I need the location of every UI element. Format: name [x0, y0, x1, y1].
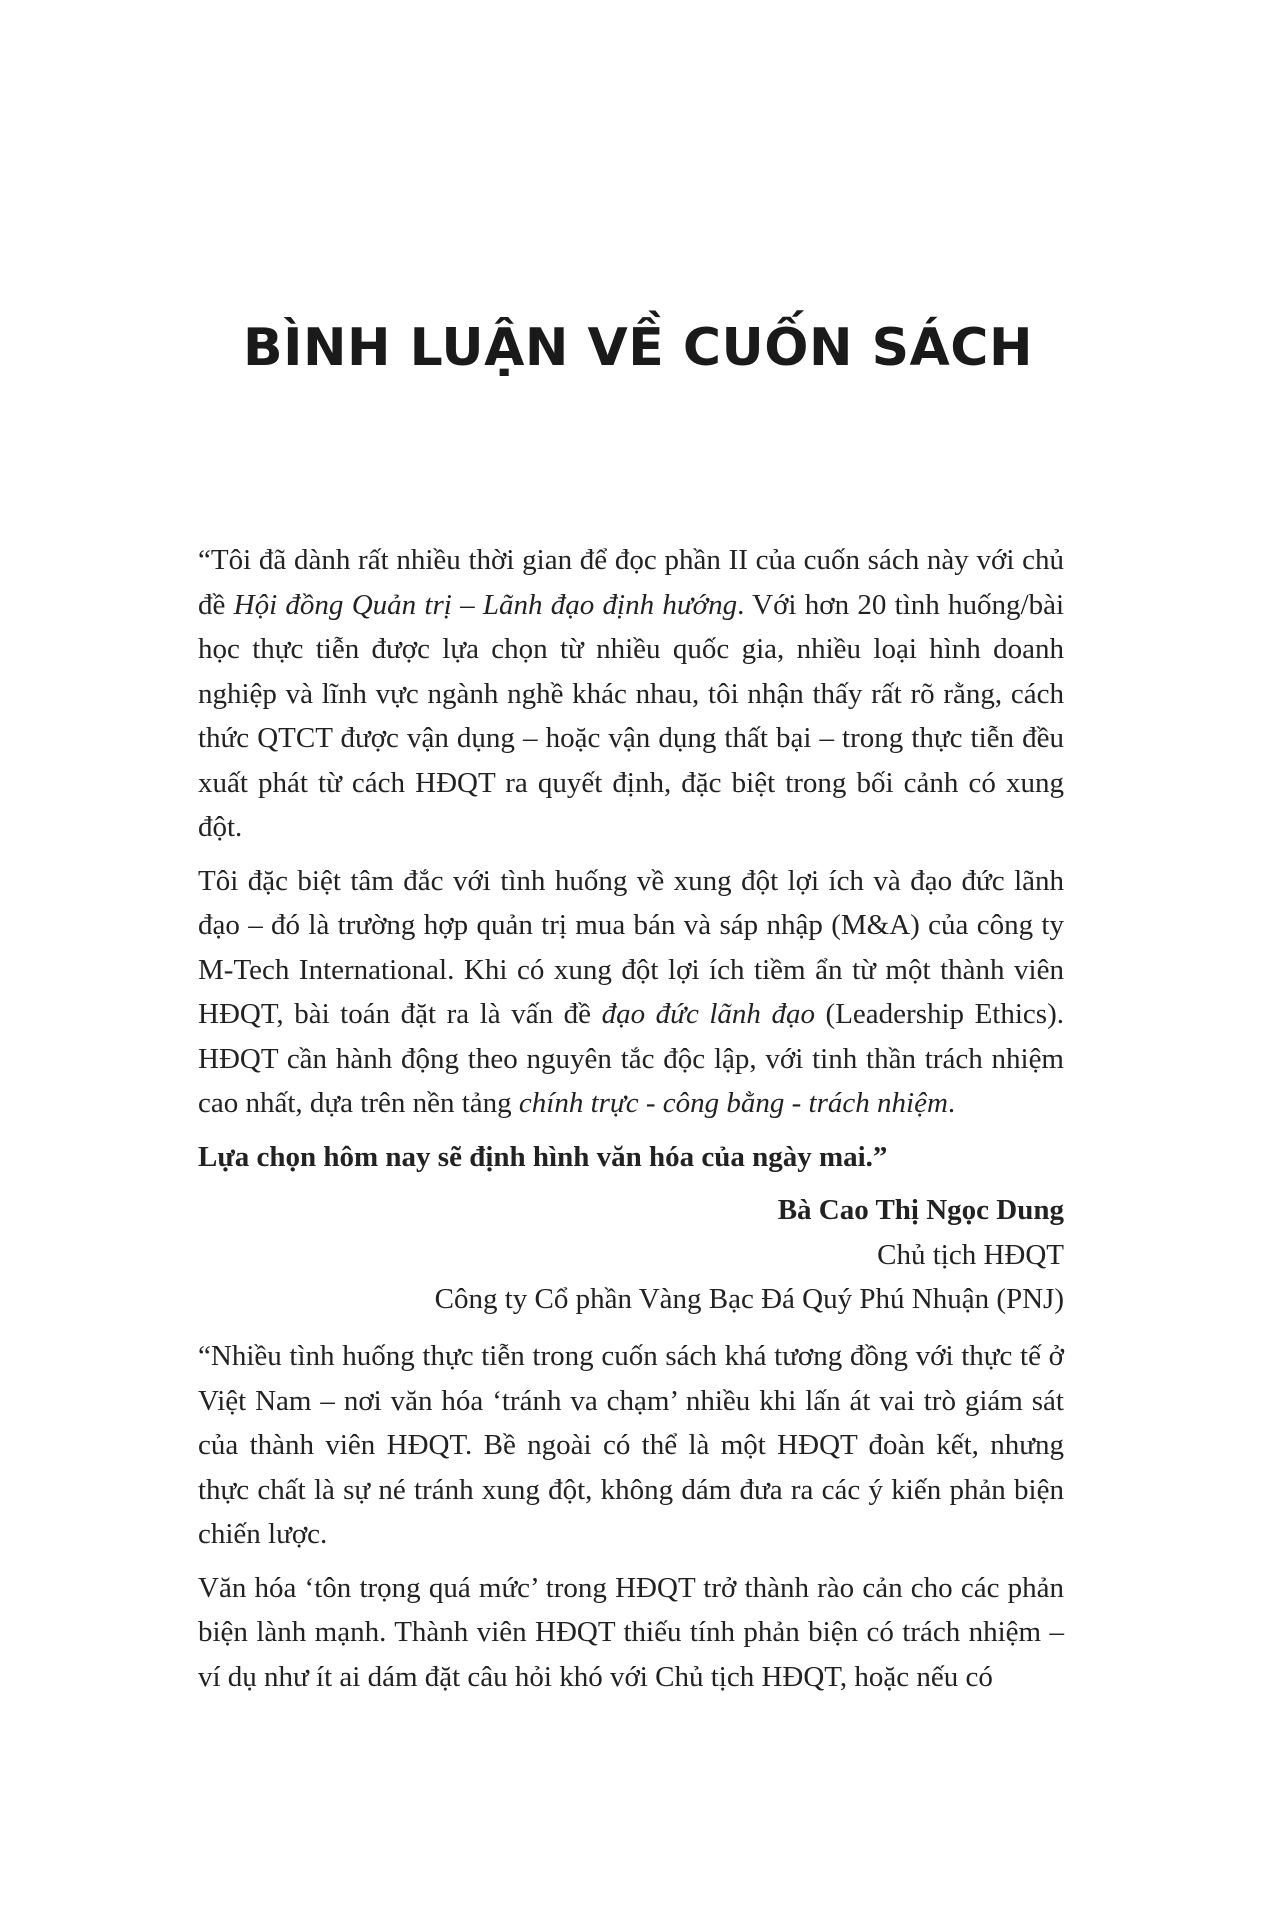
review-1-p2-text-a: Tôi đặc biệt tâm đắc với tình huống về xung đột lợi ích và đạo đức lãnh đạo – đó là trường hợp quản trị mua bán và sáp nhập (M&A) của công ty M-Tech International. Khi có xung đột lợi ích tiềm ẩn từ một thành viên HĐQT, bài toán đặt ra là vấn đề: [198, 864, 1064, 1030]
review-1-p2-text-c: .: [947, 1087, 956, 1119]
review-1-paragraph-2: [198, 859, 1064, 1126]
review-1-p1-emphasis: Hội đồng Quản trị – Lãnh đạo định hướng: [233, 588, 738, 621]
review-1-paragraph-1: [198, 538, 1064, 850]
review-2-paragraph-2: Văn hóa ‘tôn trọng quá mức’ trong HĐQT trở thành rào cản cho các phản biện lành mạnh. Thành viên HĐQT thiếu tính phản biện có trách nhiệm – ví dụ như ít ai dám đặt câu hỏi khó với Chủ tịch HĐQT, hoặc nếu có: [198, 1571, 1064, 1693]
review-2: [198, 1334, 1064, 1708]
review-1-p1-text-a: “Tôi đã dành rất nhiều thời gian để đọc phần II của cuốn sách này với chủ đề: [198, 544, 1064, 621]
page-title: BÌNH LUẬN VỀ CUỐN SÁCH: [243, 318, 1033, 378]
review-1-p2-text-b: (Leadership Ethics). HĐQT cần hành động theo nguyên tắc độc lập, với tinh thần trách nhiệm cao nhất, dựa trên nền tảng: [198, 998, 1064, 1119]
review-1-author-title: Chủ tịch HĐQT: [877, 1238, 1064, 1271]
review-1-author-company: Công ty Cổ phần Vàng Bạc Đá Quý Phú Nhuận (PNJ): [434, 1283, 1064, 1315]
review-1-p1-text-b: . Với hơn 20 tình huống/bài học thực tiễn được lựa chọn từ nhiều quốc gia, nhiều loại hình doanh nghiệp và lĩnh vực ngành nghề khác nhau, tôi nhận thấy rất rõ rằng, cách thức QTCT được vận dụng – hoặc vận dụng thất bại – trong thực tiễn đều xuất phát từ cách HĐQT ra quyết định, đặc biệt trong bối cảnh có xung đột.: [198, 588, 1065, 843]
review-1-p2-emphasis-2: chính trực - công bằng - trách nhiệm: [518, 1087, 948, 1119]
review-2-paragraph-1: “Nhiều tình huống thực tiễn trong cuốn sách khá tương đồng với thực tế ở Việt Nam – nơi văn hóa ‘tránh va chạm’ nhiều khi lấn át vai trò giám sát của thành viên HĐQT. Bề ngoài có thể là một HĐQT đoàn kết, nhưng thực chất là sự né tránh xung đột, không dám đưa ra các ý kiến phản biện chiến lược.: [198, 1340, 1064, 1550]
review-1-closing-line: Lựa chọn hôm nay sẽ định hình văn hóa của ngày mai.”: [198, 1140, 888, 1173]
review-1: [198, 538, 1064, 1322]
review-1-author-name: Bà Cao Thị Ngọc Dung: [777, 1194, 1064, 1226]
review-1-p2-emphasis-1: đạo đức lãnh đạo: [601, 998, 815, 1030]
